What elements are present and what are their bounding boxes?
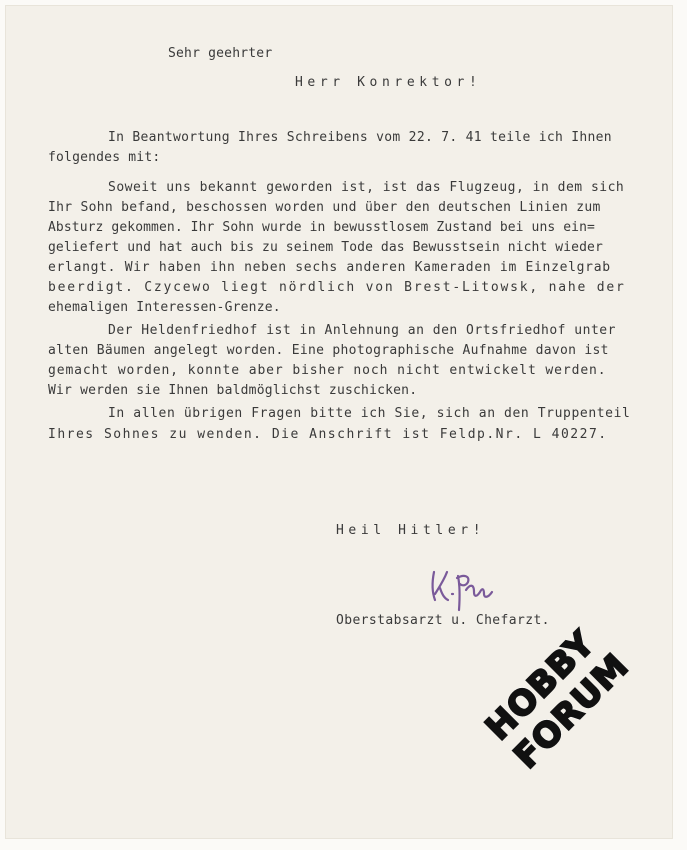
salutation-line-1: Sehr geehrter [168,46,273,61]
paragraph-4-line-2: Ihres Sohnes zu wenden. Die Anschrift ist Feldp.Nr. L 40227. [48,427,608,442]
paragraph-3-line-1: Der Heldenfriedhof ist in Anlehnung an den Ortsfriedhof unter [108,323,616,338]
paragraph-2-line-3: Absturz gekommen. Ihr Sohn wurde in bewusstlosem Zustand bei uns ein= [48,220,595,235]
signature-icon [426,564,496,614]
paragraph-4-line-1: In allen übrigen Fragen bitte ich Sie, sich an den Truppenteil [108,406,631,421]
paragraph-2-line-5: erlangt. Wir haben ihn neben sechs anderen Kameraden im Einzelgrab [48,260,611,275]
paragraph-2-line-6: beerdigt. Czycewo liegt nördlich von Brest-Litowsk, nahe der [48,280,626,295]
salutation-line-2: Herr Konrektor! [295,75,482,90]
paragraph-3-line-2: alten Bäumen angelegt worden. Eine photographische Aufnahme davon ist [48,343,609,358]
paragraph-1-line-2: folgendes mit: [48,150,161,165]
watermark-text: HOBBY FORUM [478,623,637,777]
paragraph-2-line-1: Soweit uns bekannt geworden ist, ist das Flugzeug, in dem sich [108,180,625,195]
paragraph-3-line-3: gemacht worden, konnte aber bisher noch nicht entwickelt werden. [48,363,607,378]
paragraph-2-line-4: geliefert und hat auch bis zu seinem Tode das Bewusstsein nicht wieder [48,240,603,255]
paragraph-3-line-4: Wir werden sie Ihnen baldmöglichst zuschicken. [48,383,418,398]
signatory-title: Oberstabsarzt u. Chefarzt. [336,613,550,628]
closing-greeting: Heil Hitler! [336,523,486,538]
paragraph-2-line-7: ehemaligen Interessen-Grenze. [48,300,281,315]
paragraph-1-line-1: In Beantwortung Ihres Schreibens vom 22. 7. 41 teile ich Ihnen [108,130,612,145]
paragraph-2-line-2: Ihr Sohn befand, beschossen worden und über den deutschen Linien zum [48,200,601,215]
